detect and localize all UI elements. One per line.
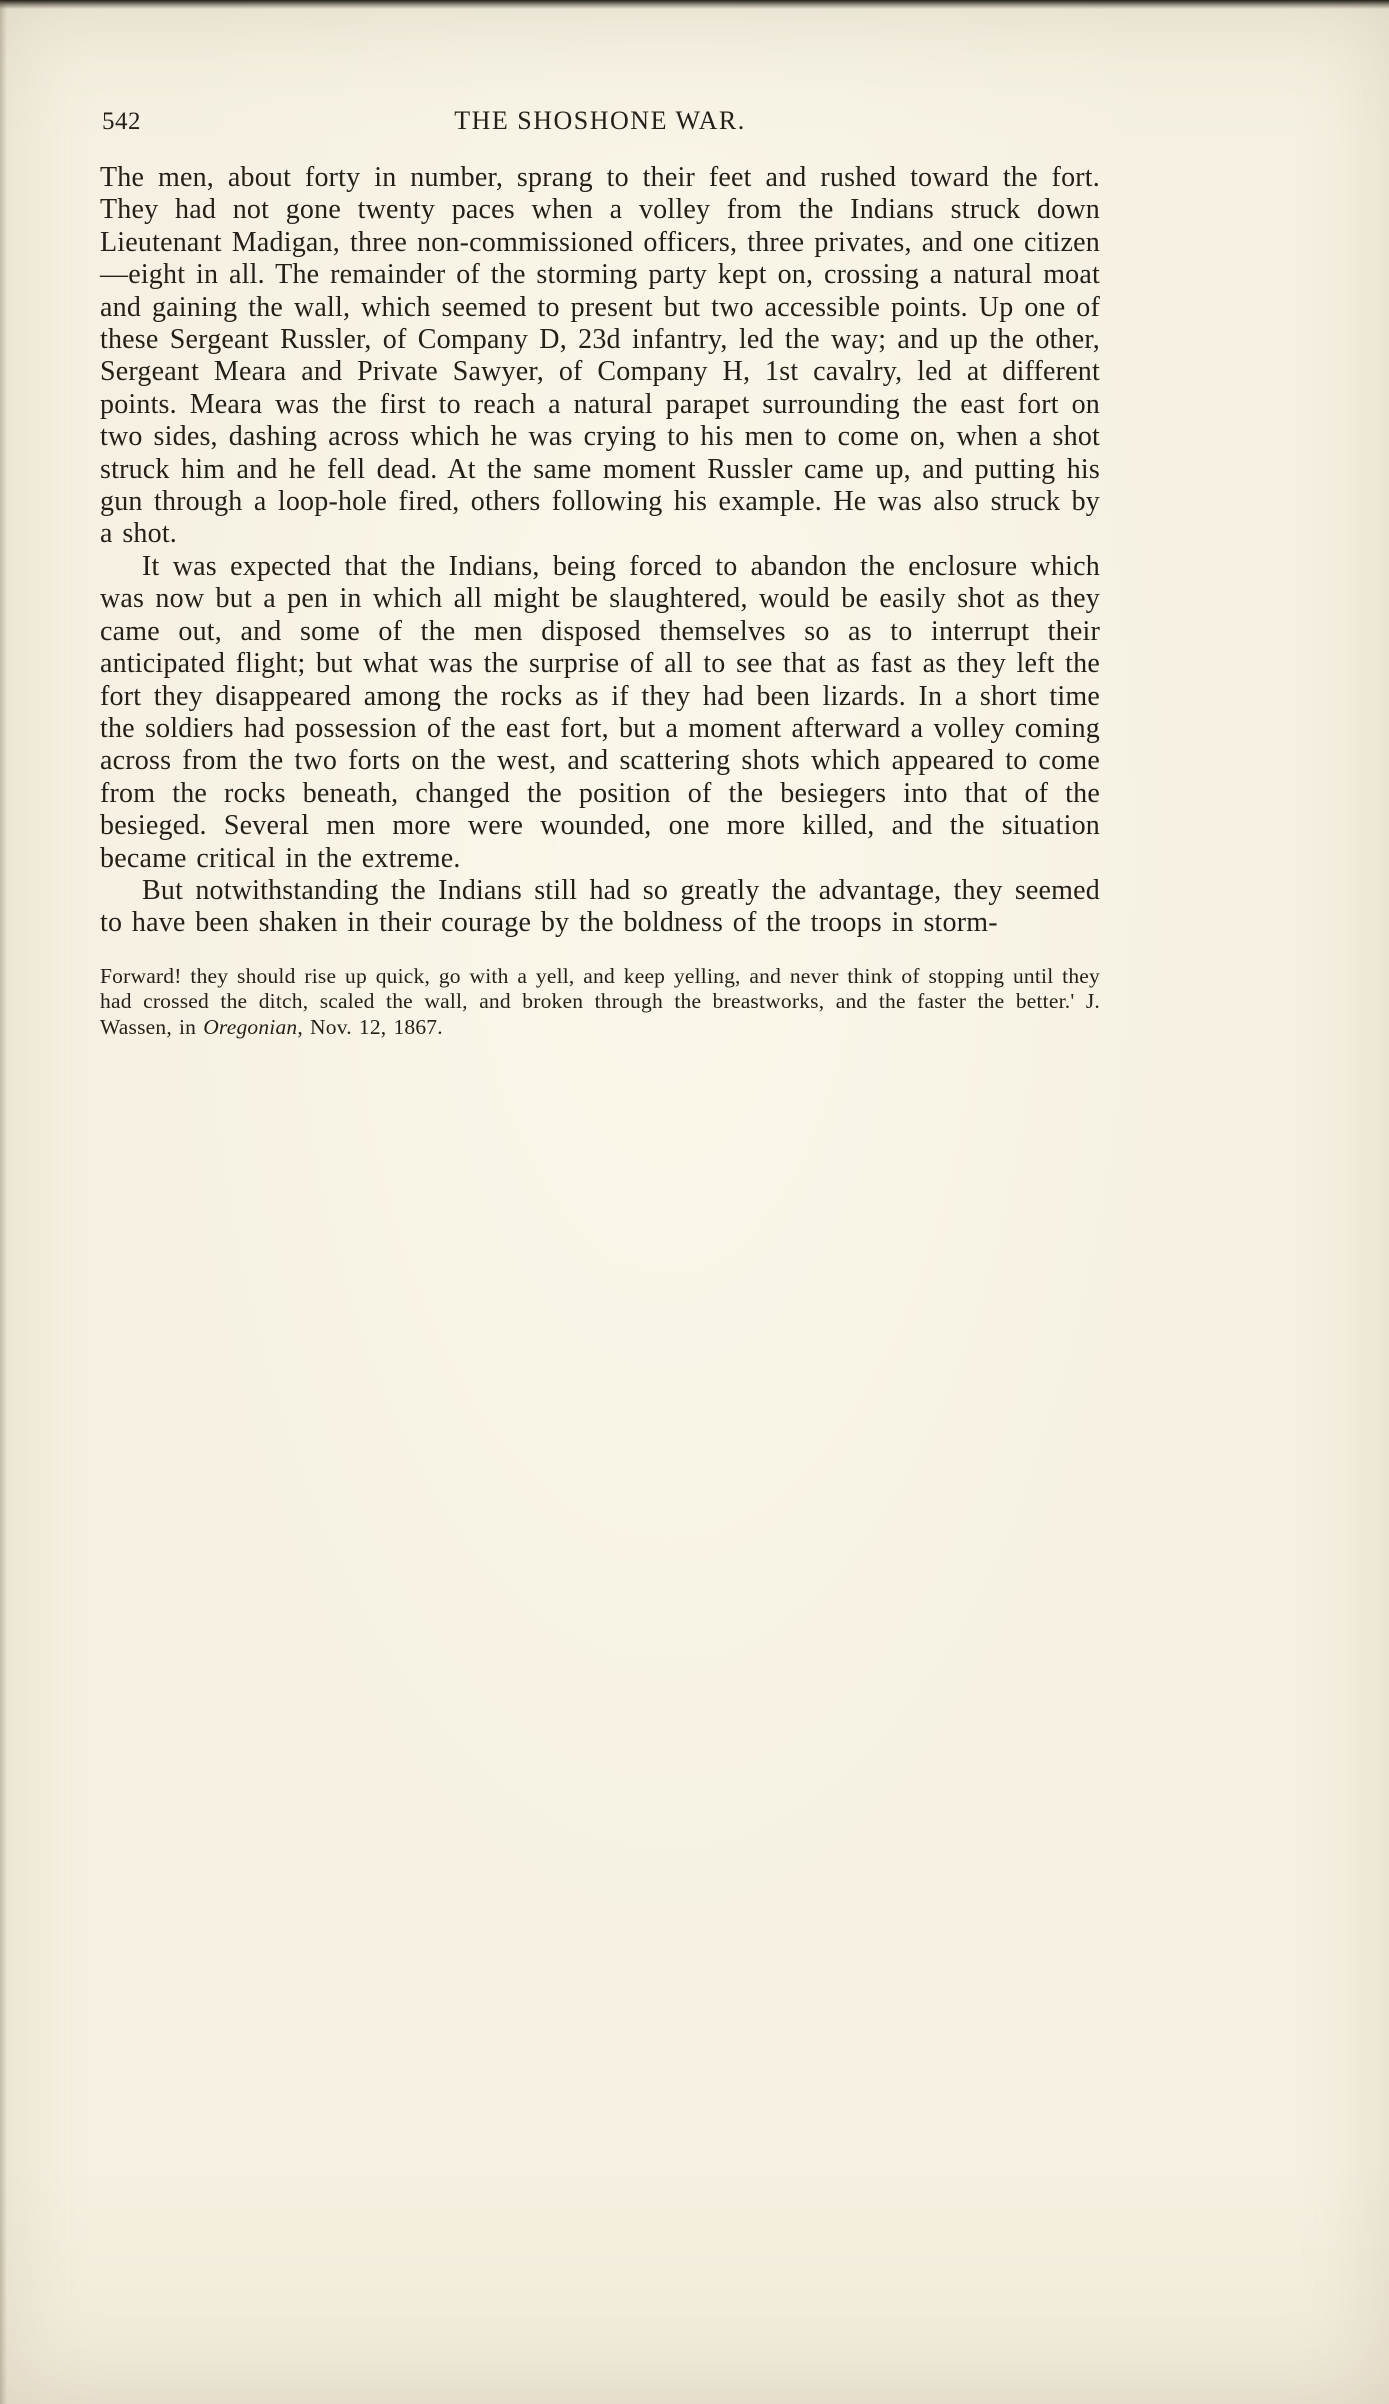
paragraph-3: But notwithstanding the Indians still had so greatly the advantage, they seemed to have been shaken in their courage by the boldness of the troops in storm- bbox=[100, 874, 1100, 939]
paragraph-2: It was expected that the Indians, being forced to abandon the enclosure which was now but a pen in which all might be slaughtered, would be easily shot as they came out, and some of the men disposed themselves so as to interrupt their anticipated flight; but what was the surprise of all to see that as fast as they left the fort they disappeared among the rocks as if they had been lizards. In a short time the soldiers had possession of the east fort, but a moment afterward a volley coming across from the two forts on the west, and scattering shots which appeared to come from the rocks beneath, changed the position of the besiegers into that of the besieged. Several men more were wounded, one more killed, and the situation became critical in the extreme. bbox=[100, 550, 1100, 874]
paragraph-1: The men, about forty in number, sprang to their feet and rushed toward the fort. They had not gone twenty paces when a volley from the Indians struck down Lieutenant Madigan, three non-commissioned officers, three privates, and one citizen—eight in all. The remainder of the storming party kept on, crossing a natural moat and gaining the wall, which seemed to present but two accessible points. Up one of these Sergeant Russler, of Company D, 23d infantry, led the way; and up the other, Sergeant Meara and Private Sawyer, of Company H, 1st cavalry, led at different points. Meara was the first to reach a natural parapet surrounding the east fort on two sides, dashing across which he was crying to his men to come on, when a shot struck him and he fell dead. At the same moment Russler came up, and putting his gun through a loop-hole fired, others following his example. He was also struck by a shot. bbox=[100, 162, 1100, 550]
footnote-source-title: Oregonian bbox=[203, 1014, 298, 1039]
scan-edge-top bbox=[0, 0, 1389, 9]
footnote-date: , Nov. 12, 1867. bbox=[297, 1014, 443, 1039]
footnote bbox=[100, 964, 1100, 1041]
running-head-title: THE SHOSHONE WAR. bbox=[454, 106, 746, 135]
page-header bbox=[100, 104, 1100, 138]
page-number: 542 bbox=[102, 108, 141, 135]
page-content bbox=[100, 104, 1100, 1040]
scan-edge-left bbox=[0, 0, 7, 2404]
footnote-text: Forward! they should rise up quick, go with a yell, and keep yelling, and never think of stopping until they had crossed the ditch, scaled the wall, and broken through the breastworks, and the faster the better.' J. Wassen, in bbox=[100, 963, 1100, 1039]
body-text bbox=[100, 162, 1100, 940]
